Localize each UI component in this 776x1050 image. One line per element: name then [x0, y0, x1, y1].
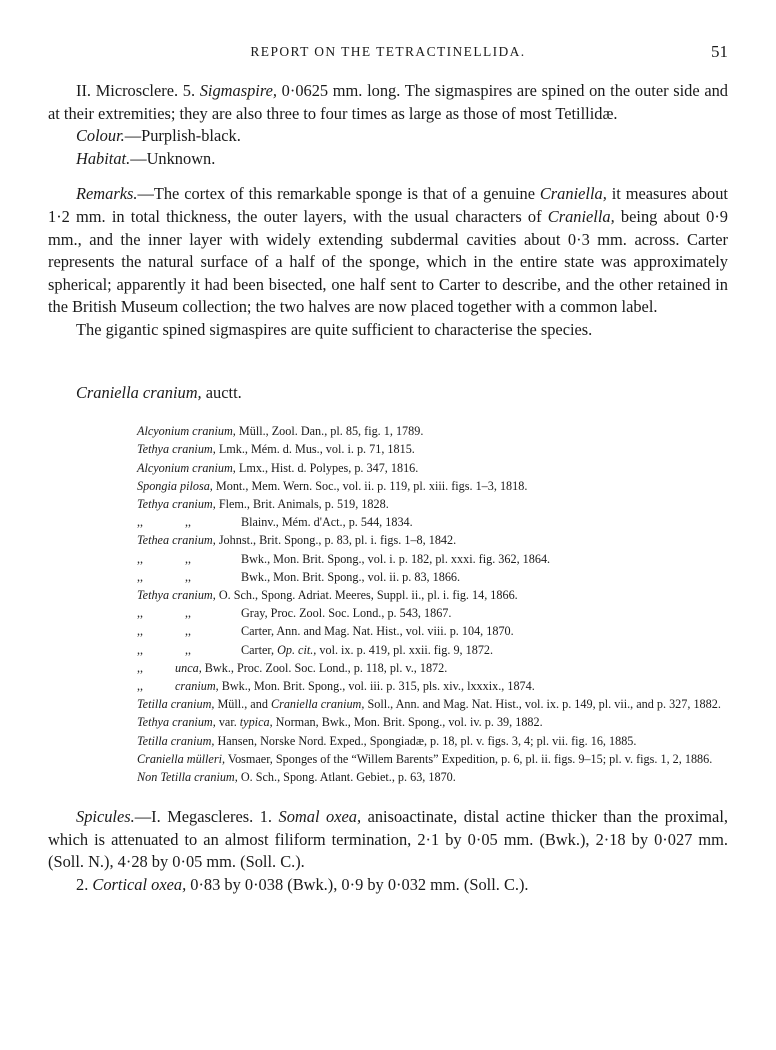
ditto-mark: ,,	[185, 624, 192, 639]
synonymy-entry: Alcyonium cranium, Müll., Zool. Dan., pl. 85, fig. 1, 1789.	[137, 424, 424, 439]
synonymy-list	[137, 422, 728, 786]
synonymy-entry: ,, cranium, Bwk., Mon. Brit. Spong., vol. iii. p. 315, pls. xiv., lxxxix., 1874.	[137, 677, 728, 695]
synonymy-entry: Spongia pilosa, Mont., Mem. Wern. Soc., vol. ii. p. 119, pl. xiii. figs. 1–3, 1818.	[137, 478, 528, 493]
species-heading: Craniella cranium, auctt.	[76, 382, 242, 402]
ditto-mark: ,,	[185, 569, 192, 584]
synonymy-entry: ,, ,, Blainv., Mém. d'Act., p. 544, 1834.	[137, 513, 728, 531]
synonymy-entry: Tetilla cranium, Hansen, Norske Nord. Exped., Spongiadæ, p. 18, pl. v. figs. 3, 4; pl. vii. fig. 16, 1885.	[137, 733, 637, 748]
synonymy-entry: Tethya cranium, O. Sch., Spong. Adriat. Meeres, Suppl. ii., pl. i. fig. 14, 1866.	[137, 587, 518, 602]
running-header	[48, 44, 728, 68]
ditto-mark: ,,	[185, 515, 192, 530]
synonymy-entry: Tethya cranium, var. typica, Norman, Bwk., Mon. Brit. Spong., vol. iv. p. 39, 1882.	[137, 715, 543, 730]
ditto-mark: ,,	[137, 678, 144, 693]
synonymy-entry: Non Tetilla cranium, O. Sch., Spong. Atlant. Gebiet., p. 63, 1870.	[137, 769, 456, 784]
synonymy-entry: ,, ,, Carter, Ann. and Mag. Nat. Hist., vol. viii. p. 104, 1870.	[137, 622, 728, 640]
ditto-mark: ,,	[137, 606, 144, 621]
synonymy-entry: ,, ,, Carter, Op. cit., vol. ix. p. 419, pl. xxii. fig. 9, 1872.	[137, 641, 728, 659]
cortical-oxea-paragraph: 2. Cortical oxea, 0·83 by 0·038 (Bwk.), 0·9 by 0·032 mm. (Soll. C.).	[76, 874, 529, 894]
microsclere-paragraph: II. Microsclere. 5. Sigmaspire, 0·0625 mm. long. The sigmaspires are spined on the outer side and at their extremities; they are also three to four times as large as those of most Tetillidæ.	[48, 81, 728, 123]
spicules-paragraph: Spicules.—I. Megascleres. 1. Somal oxea, anisoactinate, distal actine thicker than the proximal, which is attenuated to an almost filiform termination, 2·1 by 0·05 mm. (Bwk.), 2·18 by 0·027 mm. (Soll. N.), 4·28 by 0·05 mm. (Soll. C.).	[48, 807, 728, 872]
synonymy-entry: ,, ,, Bwk., Mon. Brit. Spong., vol. i. p. 182, pl. xxxi. fig. 362, 1864.	[137, 550, 728, 568]
synonymy-entry: ,, ,, Bwk., Mon. Brit. Spong., vol. ii. p. 83, 1866.	[137, 568, 728, 586]
ditto-mark: ,,	[137, 569, 144, 584]
ditto-mark: ,,	[185, 551, 192, 566]
running-title: REPORT ON THE TETRACTINELLIDA.	[250, 44, 526, 59]
habitat-line: Habitat.—Unknown.	[76, 148, 216, 168]
ditto-mark: ,,	[137, 642, 144, 657]
synonymy-entry: Alcyonium cranium, Lmx., Hist. d. Polypes, p. 347, 1816.	[137, 460, 419, 475]
ditto-mark: ,,	[185, 606, 192, 621]
ditto-mark: ,,	[137, 660, 144, 675]
synonymy-entry: Tethya cranium, Flem., Brit. Animals, p. 519, 1828.	[137, 496, 389, 511]
page-number: 51	[711, 42, 728, 61]
colour-line: Colour.—Purplish-black.	[76, 126, 241, 146]
page-body	[48, 80, 728, 897]
synonymy-entry: Tethya cranium, Lmk., Mém. d. Mus., vol. i. p. 71, 1815.	[137, 442, 415, 457]
synonymy-entry: Tethea cranium, Johnst., Brit. Spong., p. 83, pl. i. figs. 1–8, 1842.	[137, 533, 457, 548]
ditto-mark: ,,	[137, 551, 144, 566]
ditto-mark: ,,	[185, 642, 192, 657]
synonymy-entry: ,, unca, Bwk., Proc. Zool. Soc. Lond., p. 118, pl. v., 1872.	[137, 659, 728, 677]
ditto-mark: ,,	[137, 624, 144, 639]
synonymy-entry: Tetilla cranium, Müll., and Craniella cranium, Soll., Ann. and Mag. Nat. Hist., vol. ix. p. 149, pl. vii., and p. 327, 1882.	[137, 697, 721, 712]
synonymy-entry: ,, ,, Gray, Proc. Zool. Soc. Lond., p. 543, 1867.	[137, 604, 728, 622]
synonymy-entry: Craniella mülleri, Vosmaer, Sponges of the “Willem Barents” Expedition, p. 6, pl. ii. figs. 9–15; pl. v. figs. 1, 2, 1886.	[137, 751, 713, 766]
characterise-paragraph: The gigantic spined sigmaspires are quite sufficient to characterise the species.	[76, 319, 593, 339]
remarks-paragraph: Remarks.—The cortex of this remarkable sponge is that of a genuine Craniella, it measures about 1·2 mm. in total thickness, the outer layers, with the usual characters of Craniella, being about 0·9 mm., and the inner layer with widely extending subdermal cavities about 0·3 mm. across. Carter represents the natural surface of a half of the sponge, which in the entire state was approximately spherical; apparently it had been bisected, one half sent to Carter to describe, and the other retained in the British Museum collection; the two halves are now placed together with a common label.	[48, 184, 728, 317]
ditto-mark: ,,	[137, 515, 144, 530]
